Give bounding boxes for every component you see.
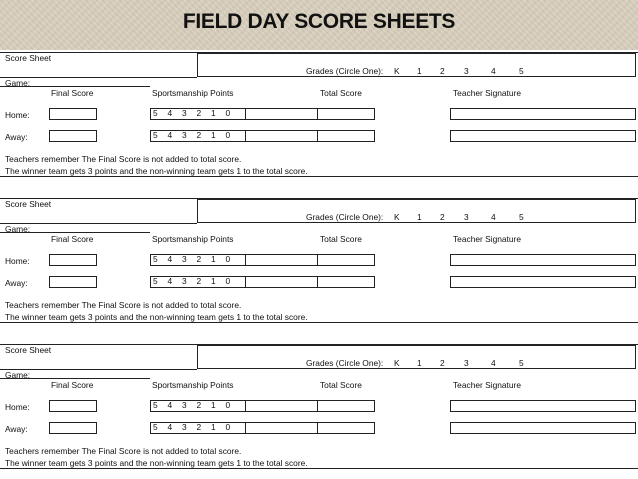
- grade-option-3[interactable]: 3: [464, 212, 469, 222]
- score-sheets-area: [0, 50, 638, 479]
- home-extra-field[interactable]: [245, 254, 318, 266]
- note-points: The winner team gets 3 points and the non-winning team gets 1 to the total score.: [5, 312, 308, 322]
- col-total-score: Total Score: [320, 88, 362, 98]
- home-total-score-field[interactable]: [317, 400, 375, 412]
- home-points-options[interactable]: 5 4 3 2 1 0: [153, 400, 231, 410]
- grade-option-1[interactable]: 1: [417, 66, 422, 76]
- col-teacher-signature: Teacher Signature: [453, 88, 521, 98]
- grades-label: Grades (Circle One):: [306, 212, 384, 222]
- col-final-score: Final Score: [51, 380, 94, 390]
- away-signature-field[interactable]: [450, 276, 636, 288]
- sheet-header: Score Sheet: [5, 345, 52, 355]
- home-points-options[interactable]: 5 4 3 2 1 0: [153, 108, 231, 118]
- sheet-bottom-border: [0, 468, 638, 469]
- grade-option-4[interactable]: 4: [491, 66, 496, 76]
- col-teacher-signature: Teacher Signature: [453, 234, 521, 244]
- grade-option-2[interactable]: 2: [440, 66, 445, 76]
- grade-option-3[interactable]: 3: [464, 66, 469, 76]
- away-extra-field[interactable]: [245, 422, 318, 434]
- col-sportsmanship: Sportsmanship Points: [152, 234, 234, 244]
- grade-option-1[interactable]: 1: [417, 212, 422, 222]
- grade-option-k[interactable]: K: [394, 212, 400, 222]
- row-label-home: Home:: [5, 402, 30, 412]
- home-extra-field[interactable]: [245, 108, 318, 120]
- score-sheet: [0, 196, 638, 330]
- row-label-home: Home:: [5, 256, 30, 266]
- game-label: Game:: [5, 78, 31, 88]
- away-signature-field[interactable]: [450, 130, 636, 142]
- game-label: Game:: [5, 224, 31, 234]
- score-sheet: [0, 50, 638, 184]
- col-final-score: Final Score: [51, 234, 94, 244]
- grades-label: Grades (Circle One):: [306, 358, 384, 368]
- grade-option-2[interactable]: 2: [440, 212, 445, 222]
- col-teacher-signature: Teacher Signature: [453, 380, 521, 390]
- away-final-score-field[interactable]: [49, 422, 97, 434]
- away-points-options[interactable]: 5 4 3 2 1 0: [153, 130, 231, 140]
- grade-option-4[interactable]: 4: [491, 358, 496, 368]
- away-extra-field[interactable]: [245, 130, 318, 142]
- home-extra-field[interactable]: [245, 400, 318, 412]
- page-title: FIELD DAY SCORE SHEETS: [182, 10, 456, 33]
- note-final-score: Teachers remember The Final Score is not added to total score.: [5, 154, 242, 164]
- grade-option-1[interactable]: 1: [417, 358, 422, 368]
- away-total-score-field[interactable]: [317, 130, 375, 142]
- game-field[interactable]: [0, 86, 150, 87]
- note-points: The winner team gets 3 points and the non-winning team gets 1 to the total score.: [5, 458, 308, 468]
- away-signature-field[interactable]: [450, 422, 636, 434]
- game-field[interactable]: [0, 378, 150, 379]
- home-signature-field[interactable]: [450, 108, 636, 120]
- home-total-score-field[interactable]: [317, 108, 375, 120]
- away-points-options[interactable]: 5 4 3 2 1 0: [153, 422, 231, 432]
- home-final-score-field[interactable]: [49, 108, 97, 120]
- sheet-bottom-border: [0, 176, 638, 177]
- col-total-score: Total Score: [320, 234, 362, 244]
- away-points-options[interactable]: 5 4 3 2 1 0: [153, 276, 231, 286]
- col-total-score: Total Score: [320, 380, 362, 390]
- sheet-bottom-border: [0, 322, 638, 323]
- home-signature-field[interactable]: [450, 400, 636, 412]
- away-final-score-field[interactable]: [49, 276, 97, 288]
- sheet-header: Score Sheet: [5, 199, 52, 209]
- row-label-home: Home:: [5, 110, 30, 120]
- home-final-score-field[interactable]: [49, 400, 97, 412]
- grade-option-5[interactable]: 5: [519, 358, 524, 368]
- home-signature-field[interactable]: [450, 254, 636, 266]
- note-points: The winner team gets 3 points and the non-winning team gets 1 to the total score.: [5, 166, 308, 176]
- row-label-away: Away:: [5, 424, 28, 434]
- grade-option-2[interactable]: 2: [440, 358, 445, 368]
- col-final-score: Final Score: [51, 88, 94, 98]
- note-final-score: Teachers remember The Final Score is not added to total score.: [5, 446, 242, 456]
- col-sportsmanship: Sportsmanship Points: [152, 380, 234, 390]
- home-total-score-field[interactable]: [317, 254, 375, 266]
- away-extra-field[interactable]: [245, 276, 318, 288]
- game-field[interactable]: [0, 232, 150, 233]
- game-label: Game:: [5, 370, 31, 380]
- grade-option-5[interactable]: 5: [519, 66, 524, 76]
- grade-option-5[interactable]: 5: [519, 212, 524, 222]
- away-total-score-field[interactable]: [317, 276, 375, 288]
- grade-option-k[interactable]: K: [394, 66, 400, 76]
- away-final-score-field[interactable]: [49, 130, 97, 142]
- home-final-score-field[interactable]: [49, 254, 97, 266]
- row-label-away: Away:: [5, 278, 28, 288]
- grade-option-4[interactable]: 4: [491, 212, 496, 222]
- sheet-header: Score Sheet: [5, 53, 52, 63]
- note-final-score: Teachers remember The Final Score is not added to total score.: [5, 300, 242, 310]
- grade-option-k[interactable]: K: [394, 358, 400, 368]
- row-label-away: Away:: [5, 132, 28, 142]
- col-sportsmanship: Sportsmanship Points: [152, 88, 234, 98]
- away-total-score-field[interactable]: [317, 422, 375, 434]
- score-sheet: [0, 342, 638, 476]
- grades-label: Grades (Circle One):: [306, 66, 384, 76]
- home-points-options[interactable]: 5 4 3 2 1 0: [153, 254, 231, 264]
- grade-option-3[interactable]: 3: [464, 358, 469, 368]
